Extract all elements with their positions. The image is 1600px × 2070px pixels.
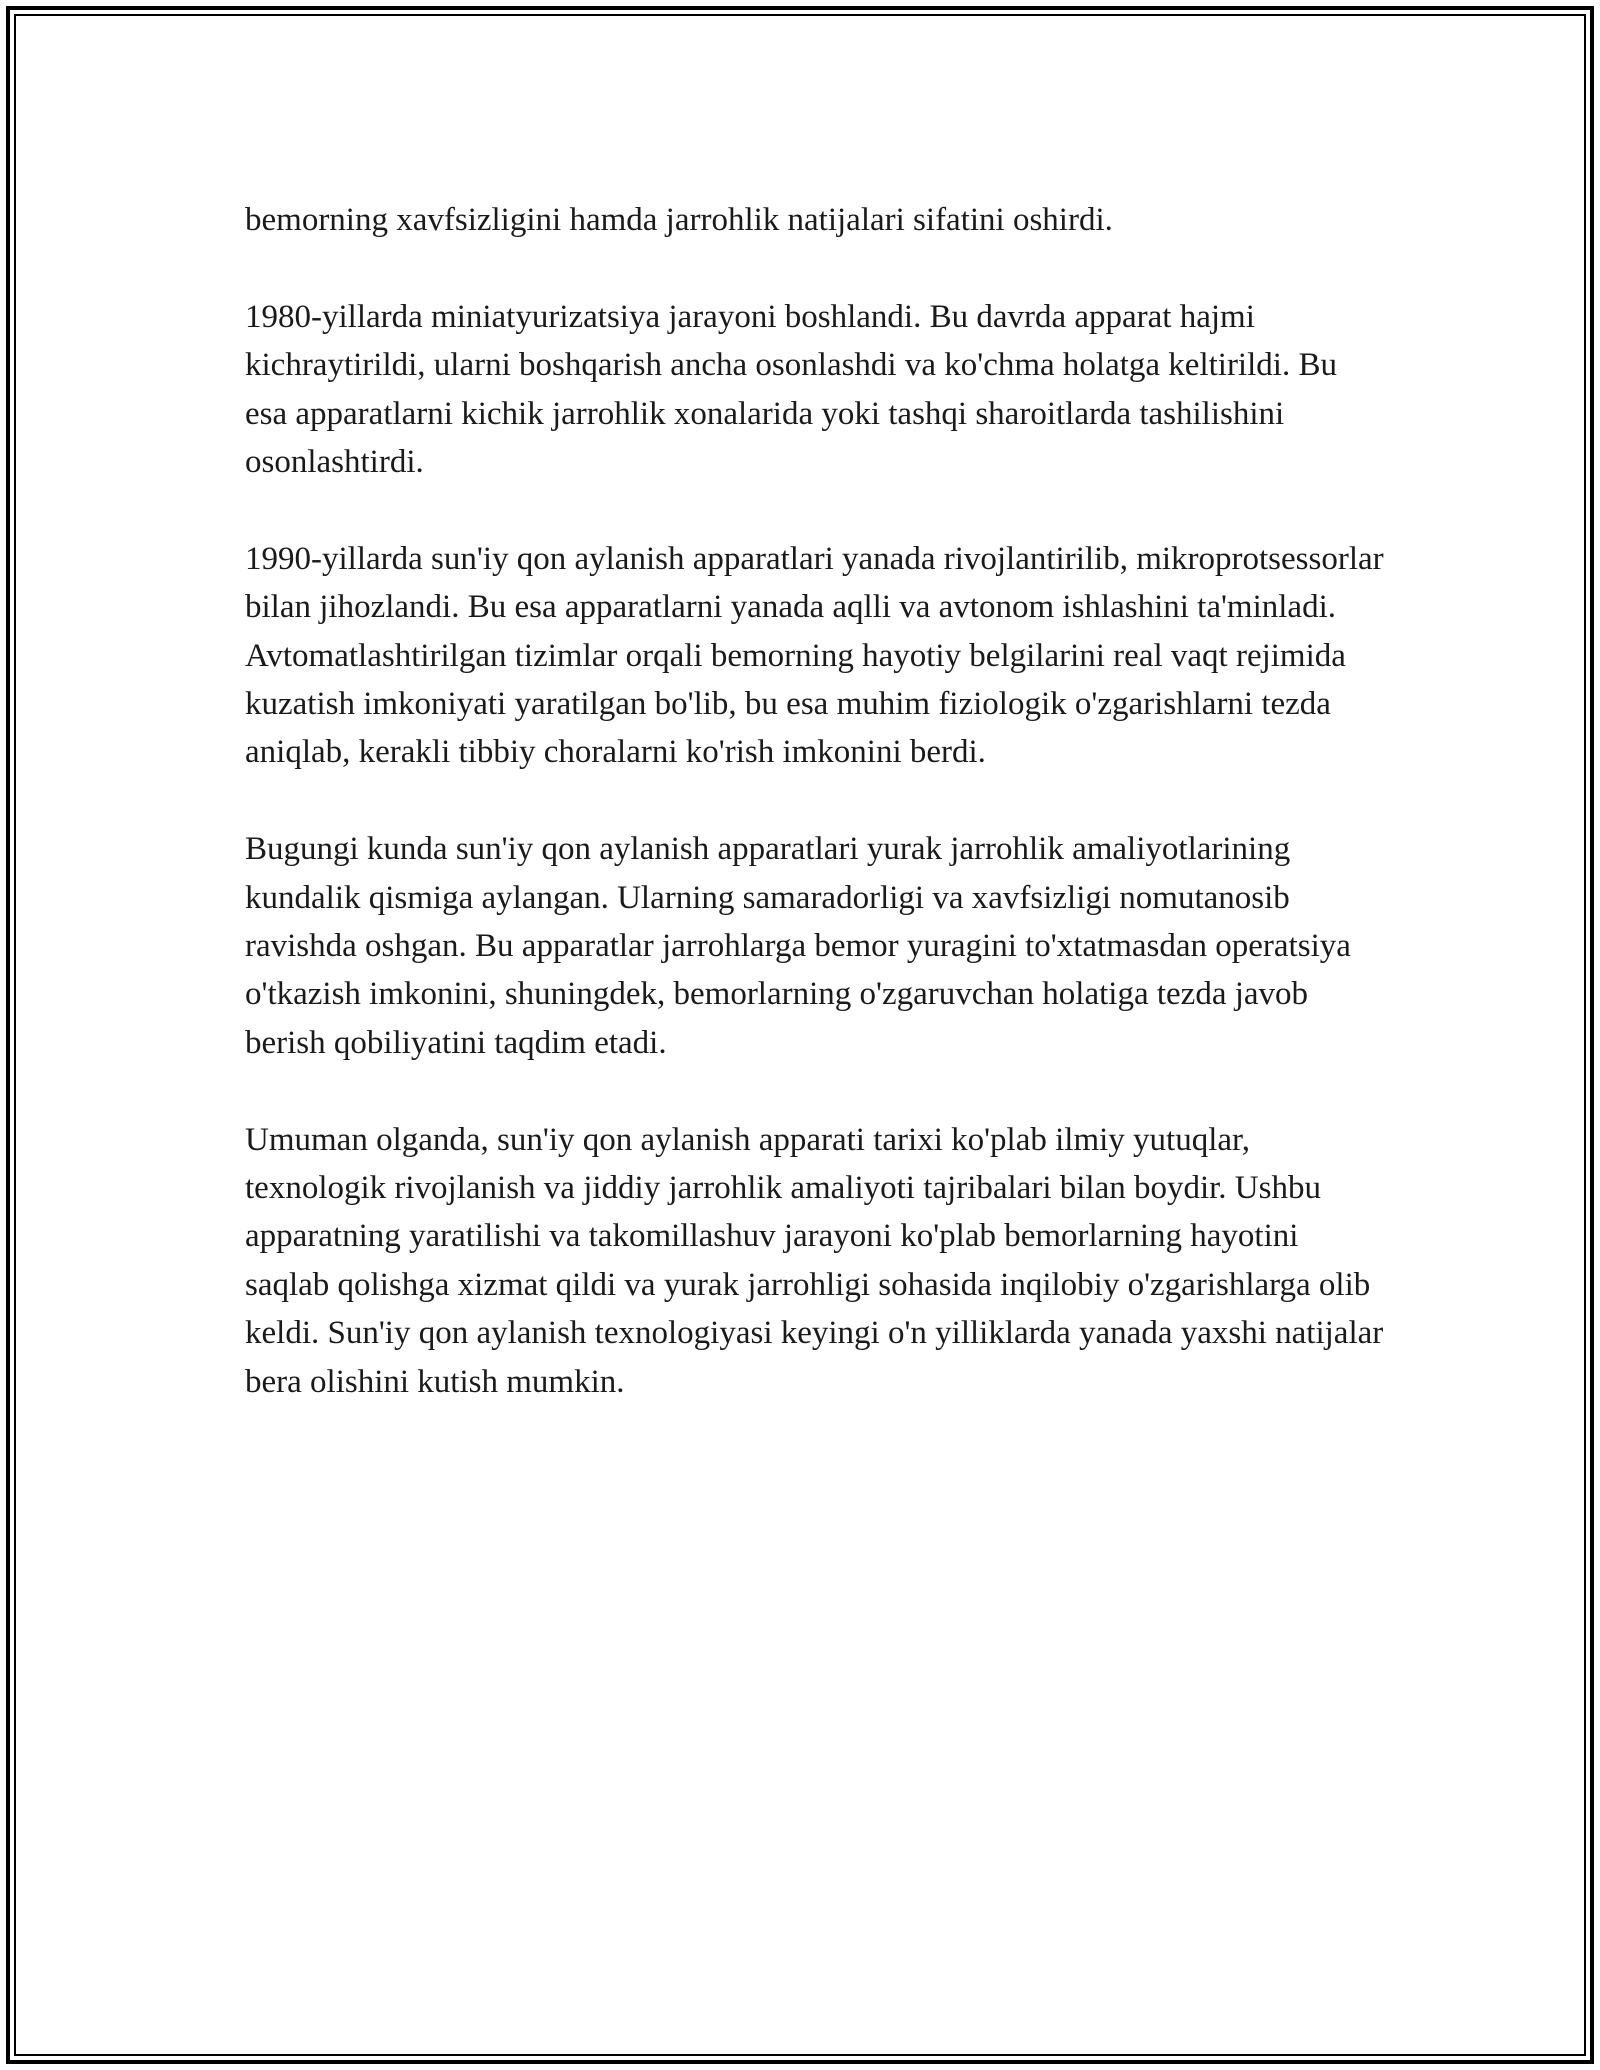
paragraph-1990s: 1990-yillarda sun'iy qon aylanish apparatlari yanada rivojlantirilib, mikroprotsessorlar bilan jihozlandi. Bu esa apparatlarni yanada aqlli va avtonom ishlashini ta'minladi. Avtomatlashtirilgan tizimlar orqali bemorning hayotiy belgilarini real vaqt rejimida kuzatish imkoniyati yaratilgan bo'lib, bu esa muhim fiziologik o'zgarishlarni tezda aniqlab, kerakli tibbiy choralarni ko'rish imkonini berdi. — [245, 540, 1384, 771]
paragraph-conclusion: Umuman olganda, sun'iy qon aylanish apparati tarixi ko'plab ilmiy yutuqlar, texnologik rivojlanish va jiddiy jarrohlik amaliyoti tajribalari bilan boydir. Ushbu apparatning yaratilishi va takomillashuv jarayoni ko'plab bemorlarning hayotini saqlab qolishga xizmat qildi va yurak jarrohligi sohasida inqilobiy o'zgarishlarga olib keldi. Sun'iy qon aylanish texnologiyasi keyingi o'n yilliklarda yanada yaxshi natijalar bera olishini kutish mumkin. — [245, 1121, 1384, 1400]
paragraph-today: Bugungi kunda sun'iy qon aylanish apparatlari yurak jarrohlik amaliyotlarining kundalik qismiga aylangan. Ularning samaradorligi va xavfsizligi nomutanosib ravishda oshgan. Bu apparatlar jarrohlarga bemor yuragini to'xtatmasdan operatsiya o'tkazish imkonini, shuningdek, bemorlarning o'zgaruvchan holatiga tezda javob berish qobiliyatini taqdim etadi. — [245, 831, 1351, 1061]
paragraph-1980s: 1980-yillarda miniatyurizatsiya jarayoni boshlandi. Bu davrda apparat hajmi kichraytirildi, ularni boshqarish ancha osonlashdi va ko'chma holatga keltirildi. Bu esa apparatlarni kichik jarrohlik xonalarida yoki tashqi sharoitlarda tashilishini osonlashtirdi. — [245, 298, 1337, 481]
paragraph-continuation: bemorning xavfsizligini hamda jarrohlik natijalari sifatini oshirdi. — [245, 202, 1113, 238]
document-body — [245, 196, 1385, 1406]
page-border — [6, 6, 1594, 2064]
